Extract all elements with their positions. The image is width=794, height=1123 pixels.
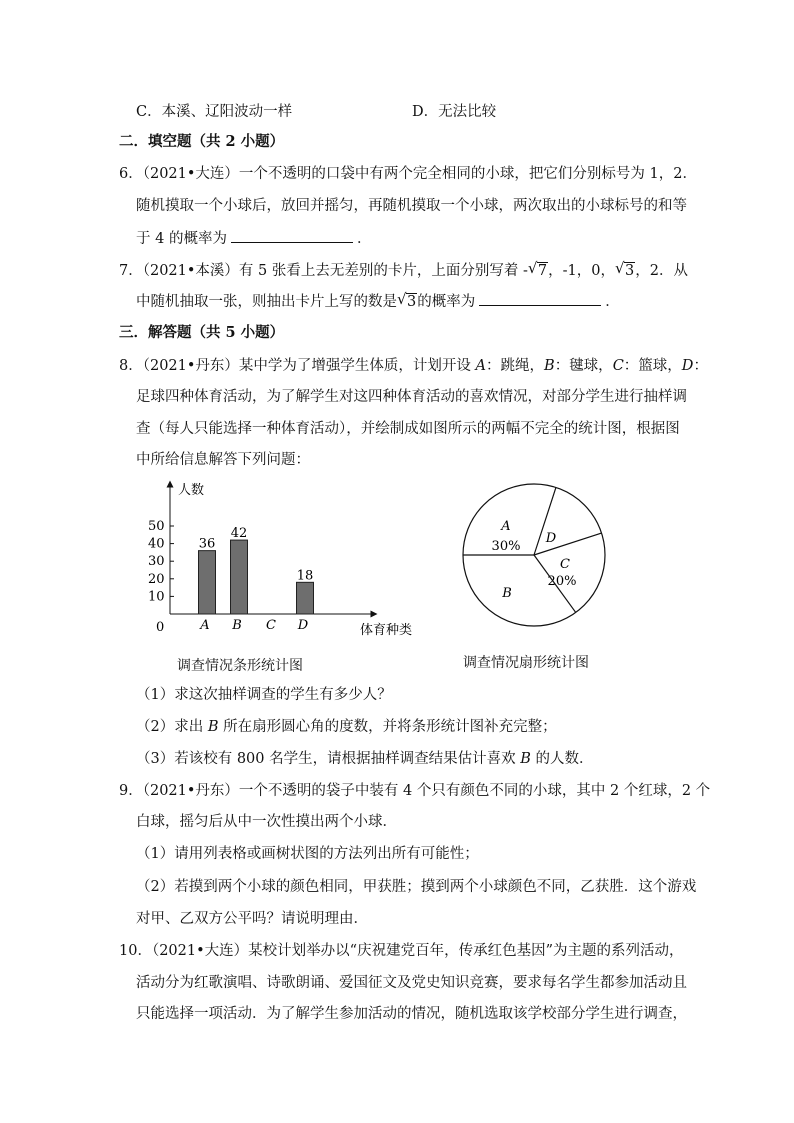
pie-slice-label-A: A (501, 519, 511, 534)
q7-line2-text: 中随机抽取一张，则抽出卡片上写的数是 (136, 294, 397, 310)
q8-sub1: （1）求这次抽样调查的学生有多少人？ (136, 687, 392, 703)
pie-slice-label-C: C (560, 557, 570, 572)
radical-sign-icon: √ (614, 259, 625, 277)
pie-slice-label-D: D (545, 531, 557, 546)
q6-line2: 随机摸取一个小球后，放回并摇匀，再随机摸取一个小球，两次取出的小球标号的和等 (136, 198, 687, 214)
y-tick-label: 0 (156, 620, 165, 635)
q6-line3 (136, 228, 371, 250)
bar-B (231, 540, 248, 614)
q6-line3-text: 于 4 的概率为 (136, 231, 227, 247)
q9-line1: 9．（2021•丹东）一个不透明的袋子中装有 4 个只有颜色不同的小球，其中 2 个红球，2 个 (119, 783, 711, 799)
q7-line2-end: ． (605, 294, 620, 310)
y-tick-label: 30 (148, 554, 165, 570)
q7-sqrt7 (528, 260, 548, 282)
q7-sqrt3 (615, 260, 635, 282)
bar-chart (140, 478, 413, 658)
q10-line3: 只能选择一项活动．为了解学生参加活动的情况，随机选取该学校部分学生进行调查， (136, 1006, 687, 1022)
q7-line1-end: ，2．从 (635, 263, 688, 279)
q8-sub3 (136, 748, 594, 770)
x-tick-label: A (200, 618, 210, 633)
q8-sub3-a: （3）若该校有 800 名学生，请根据抽样调查结果估计喜欢 (136, 751, 521, 767)
x-tick-label: C (266, 618, 276, 633)
pie-slice-percent-A: 30% (491, 539, 521, 554)
q9-sub2: （2）若摸到两个小球的颜色相同，甲获胜；摸到两个小球颜色不同，乙获胜．这个游戏 (136, 879, 697, 895)
q7-line2 (136, 291, 620, 313)
q7-line1-text: 7．（2021•本溪）有 5 张看上去无差别的卡片，上面分别写着 - (119, 263, 528, 279)
q6-line3-end: ． (356, 231, 372, 247)
q7-line2-mid: 的概率为 (417, 294, 476, 310)
q7-sqrt3-b-arg: 3 (407, 294, 417, 310)
q8-sub2-B: B (207, 719, 219, 735)
bar-value-label: 36 (198, 536, 216, 552)
q7-sqrt3-arg: 3 (624, 263, 635, 279)
q8-l1-d: ：篮球， (623, 358, 682, 374)
x-tick-label: D (297, 618, 309, 633)
q8-sub3-B: B (520, 751, 531, 767)
q8-sub2 (136, 716, 557, 738)
q9-sub1: （1）请用列表格或画树状图的方法列出所有可能性； (136, 846, 479, 862)
q7-line1 (119, 260, 688, 282)
q8-l1-D: D (681, 358, 694, 374)
q8-line1 (119, 355, 708, 377)
option-d: D．无法比较 (412, 104, 497, 120)
x-axis-label: 体育种类 (360, 623, 413, 638)
q8-l1-A: A (475, 358, 487, 374)
q8-line2: 足球四种体育活动，为了解学生对这四种体育活动的喜欢情况，对部分学生进行抽样调 (136, 389, 687, 405)
q8-sub2-b: 所在扇形圆心角的度数，并将条形统计图补充完整； (218, 719, 557, 735)
bar-value-label: 18 (296, 568, 314, 584)
pie-slice-label-B: B (502, 586, 512, 601)
bar-A (199, 551, 216, 614)
section-heading-fill-blank: 二．填空题（共 2 小题） (119, 133, 285, 150)
q8-sub3-b: 的人数． (530, 751, 594, 767)
y-tick-label: 40 (148, 536, 165, 552)
q8-l1-B: B (544, 358, 555, 374)
bar-chart-title: 调查情况条形统计图 (177, 658, 303, 674)
q8-l1-C: C (612, 358, 624, 374)
bars (199, 526, 314, 633)
q8-l1-c: ：毽球， (554, 358, 613, 374)
q8-l1-b: ：跳绳， (486, 358, 545, 374)
q7-answer-blank (479, 291, 601, 306)
y-tick-label: 10 (148, 589, 165, 605)
q9-sub2-cont: 对甲、乙双方公平吗？请说明理由． (136, 911, 368, 927)
q6-line1: 6．（2021•大连）一个不透明的口袋中有两个完全相同的小球，把它们分别标号为 1，2． (119, 166, 697, 182)
q8-sub2-a: （2）求出 (136, 719, 208, 735)
q7-sqrt3-b (397, 291, 417, 313)
q9-line2: 白球，摇匀后从中一次性摸出两个小球． (136, 814, 397, 830)
y-axis-label: 人数 (178, 483, 205, 498)
pie-chart (459, 480, 609, 630)
bar-value-label: 42 (230, 526, 248, 542)
q6-answer-blank (231, 228, 353, 243)
q10-line1: 10．（2021•大连）某校计划举办以“庆祝建党百年，传承红色基因”为主题的系列活动， (119, 943, 684, 959)
y-tick-label: 50 (148, 519, 165, 534)
pie-slices (463, 484, 605, 626)
radical-sign-icon: √ (397, 290, 407, 308)
pie-slice-percent-C: 20% (547, 574, 577, 589)
q8-l1-e: ： (693, 358, 708, 374)
q7-sqrt7-arg: 7 (537, 263, 548, 279)
section-heading-solve: 三．解答题（共 5 小题） (119, 324, 285, 341)
q8-l1-a: 8．（2021•丹东）某中学为了增强学生体质，计划开设 (119, 358, 476, 374)
x-tick-label: B (232, 618, 242, 633)
option-c: C．本溪、辽阳波动一样 (136, 104, 293, 120)
y-tick-label: 20 (148, 571, 165, 587)
q10-line2: 活动分为红歌演唱、诗歌朗诵、爱国征文及党史知识竞赛，要求每名学生都参加活动且 (136, 975, 687, 991)
bar-D (297, 582, 314, 614)
q7-line1-mid: ，-1，0， (548, 263, 615, 279)
q8-line4: 中所给信息解答下列问题： (136, 452, 310, 468)
q8-line3: 查（每人只能选择一种体育活动），并绘制成如图所示的两幅不完全的统计图，根据图 (136, 421, 680, 437)
pie-chart-title: 调查情况扇形统计图 (463, 655, 589, 671)
radical-sign-icon: √ (527, 259, 538, 277)
